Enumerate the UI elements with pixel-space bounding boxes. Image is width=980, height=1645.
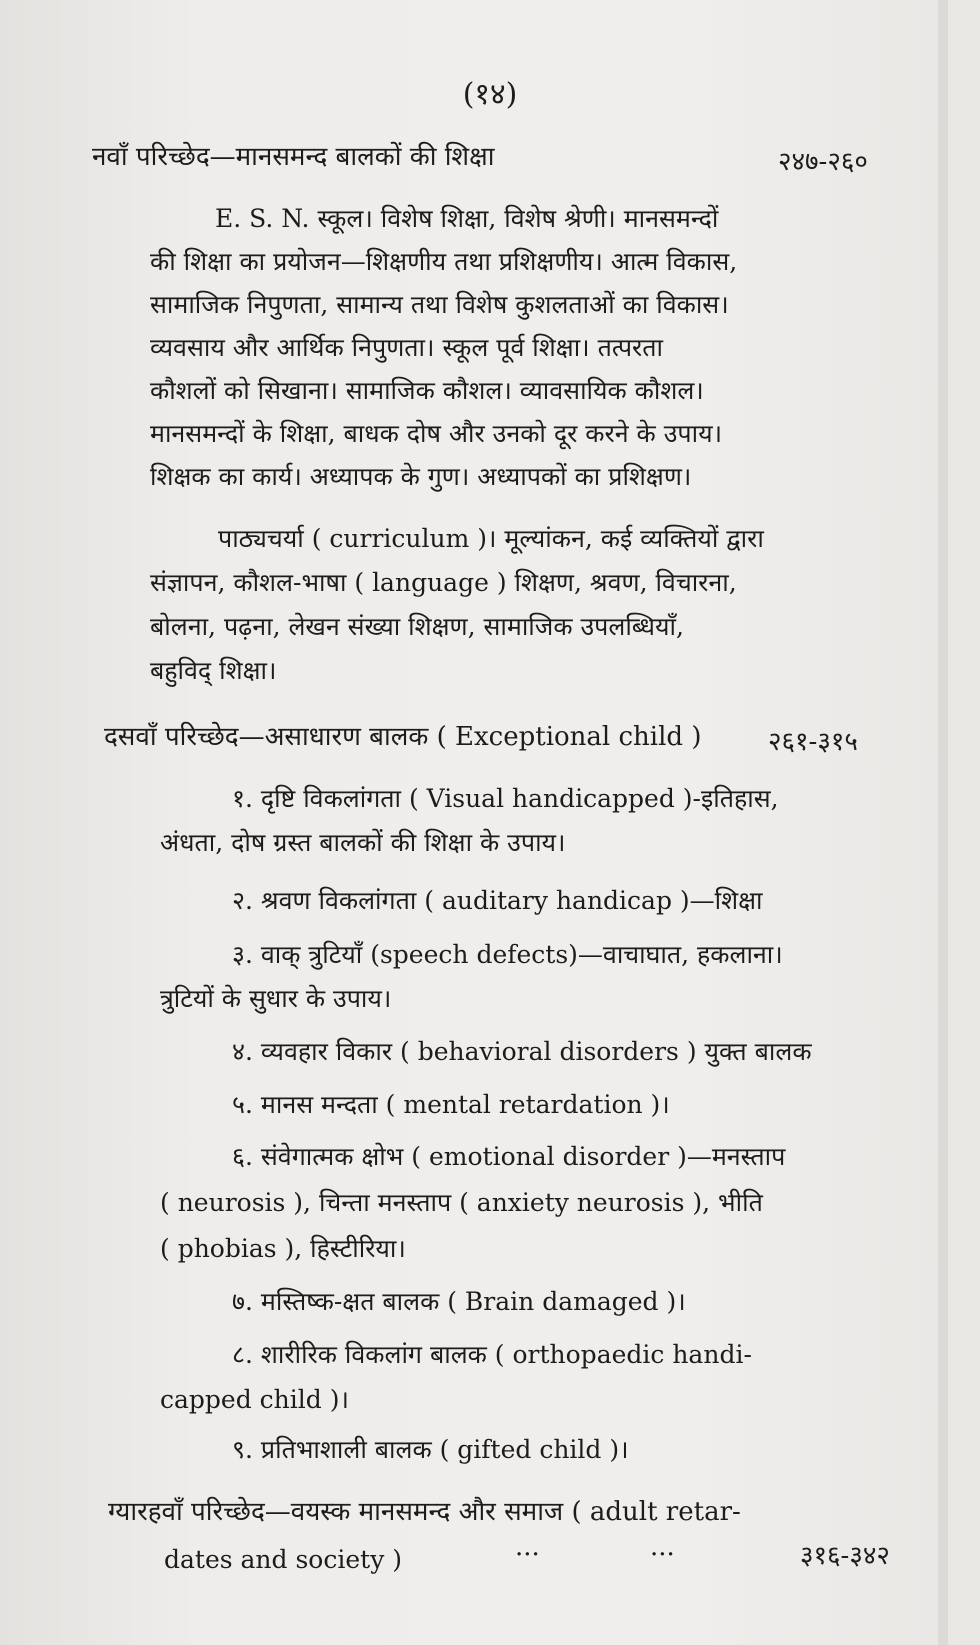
ch10-item: ३. वाक् त्रुटियाँ (speech defects)—वाचाघात, हकलाना।	[232, 940, 783, 969]
ch10-item: capped child )।	[160, 1385, 349, 1414]
chapter-10-pages: २६१-३१५	[768, 727, 858, 757]
ch10-item: अंधता, दोष ग्रस्त बालकों की शिक्षा के उपाय।	[160, 828, 566, 857]
ch9-line: संज्ञापन, कौशल-भाषा ( language ) शिक्षण, श्रवण, विचारना,	[150, 568, 737, 597]
chapter-11-title: ग्यारहवाँ परिच्छेद—वयस्क मानसमन्द और समाज ( adult retar-	[108, 1497, 741, 1527]
ch9-line: कौशलों को सिखाना। सामाजिक कौशल। व्यावसायिक कौशल।	[150, 376, 704, 405]
ch10-item: त्रुटियों के सुधार के उपाय।	[160, 984, 392, 1013]
ch10-item: ( phobias ), हिस्टीरिया।	[160, 1234, 406, 1263]
ch10-item: ७. मस्तिष्क-क्षत बालक ( Brain damaged )।	[232, 1287, 686, 1316]
ch9-line: सामाजिक निपुणता, सामान्य तथा विशेष कुशलताओं का विकास।	[150, 290, 729, 319]
ch9-line: मानसमन्दों के शिक्षा, बाधक दोष और उनको दूर करने के उपाय।	[150, 419, 723, 448]
leader-dots: ···	[515, 1540, 540, 1570]
ch9-line: की शिक्षा का प्रयोजन—शिक्षणीय तथा प्रशिक्षणीय। आत्म विकास,	[150, 247, 738, 276]
page-edge	[938, 0, 948, 1645]
chapter-10-title: दसवाँ परिच्छेद—असाधारण बालक ( Exceptional child )	[104, 722, 702, 752]
ch9-line: शिक्षक का कार्य। अध्यापक के गुण। अध्यापकों का प्रशिक्षण।	[150, 462, 692, 491]
page-number: (१४)	[462, 77, 518, 112]
ch10-item: ५. मानस मन्दता ( mental retardation )।	[232, 1090, 670, 1119]
ch10-item: २. श्रवण विकलांगता ( auditary handicap )—शिक्षा	[232, 886, 763, 915]
ch9-line: व्यवसाय और आर्थिक निपुणता। स्कूल पूर्व शिक्षा। तत्परता	[150, 333, 664, 362]
chapter-9-pages: २४७-२६०	[778, 147, 868, 177]
ch10-item: ८. शारीरिक विकलांग बालक ( orthopaedic handi-	[232, 1340, 752, 1369]
ch9-line: E. S. N. स्कूल। विशेष शिक्षा, विशेष श्रेणी। मानसमन्दों	[215, 204, 719, 233]
ch10-item: ९. प्रतिभाशाली बालक ( gifted child )।	[232, 1435, 629, 1464]
chapter-11-title-cont: dates and society )	[164, 1545, 403, 1574]
ch9-line: बहुविद् शिक्षा।	[150, 656, 277, 685]
chapter-11-pages: ३१६-३४२	[800, 1541, 890, 1571]
ch10-item: १. दृष्टि विकलांगता ( Visual handicapped )-इतिहास,	[232, 784, 779, 813]
ch10-item: ६. संवेगात्मक क्षोभ ( emotional disorder )—मनस्ताप	[232, 1142, 786, 1171]
leader-dots: ···	[650, 1540, 675, 1570]
ch10-item: ४. व्यवहार विकार ( behavioral disorders ) युक्त बालक	[232, 1037, 812, 1066]
ch10-item: ( neurosis ), चिन्ता मनस्ताप ( anxiety neurosis ), भीति	[160, 1188, 763, 1217]
chapter-9-title: नवाँ परिच्छेद—मानसमन्द बालकों की शिक्षा	[92, 142, 495, 172]
ch9-line: पाठ्यचर्या ( curriculum )। मूल्यांकन, कई व्यक्तियों द्वारा	[218, 524, 764, 553]
ch9-line: बोलना, पढ़ना, लेखन संख्या शिक्षण, सामाजिक उपलब्धियाँ,	[150, 612, 684, 641]
